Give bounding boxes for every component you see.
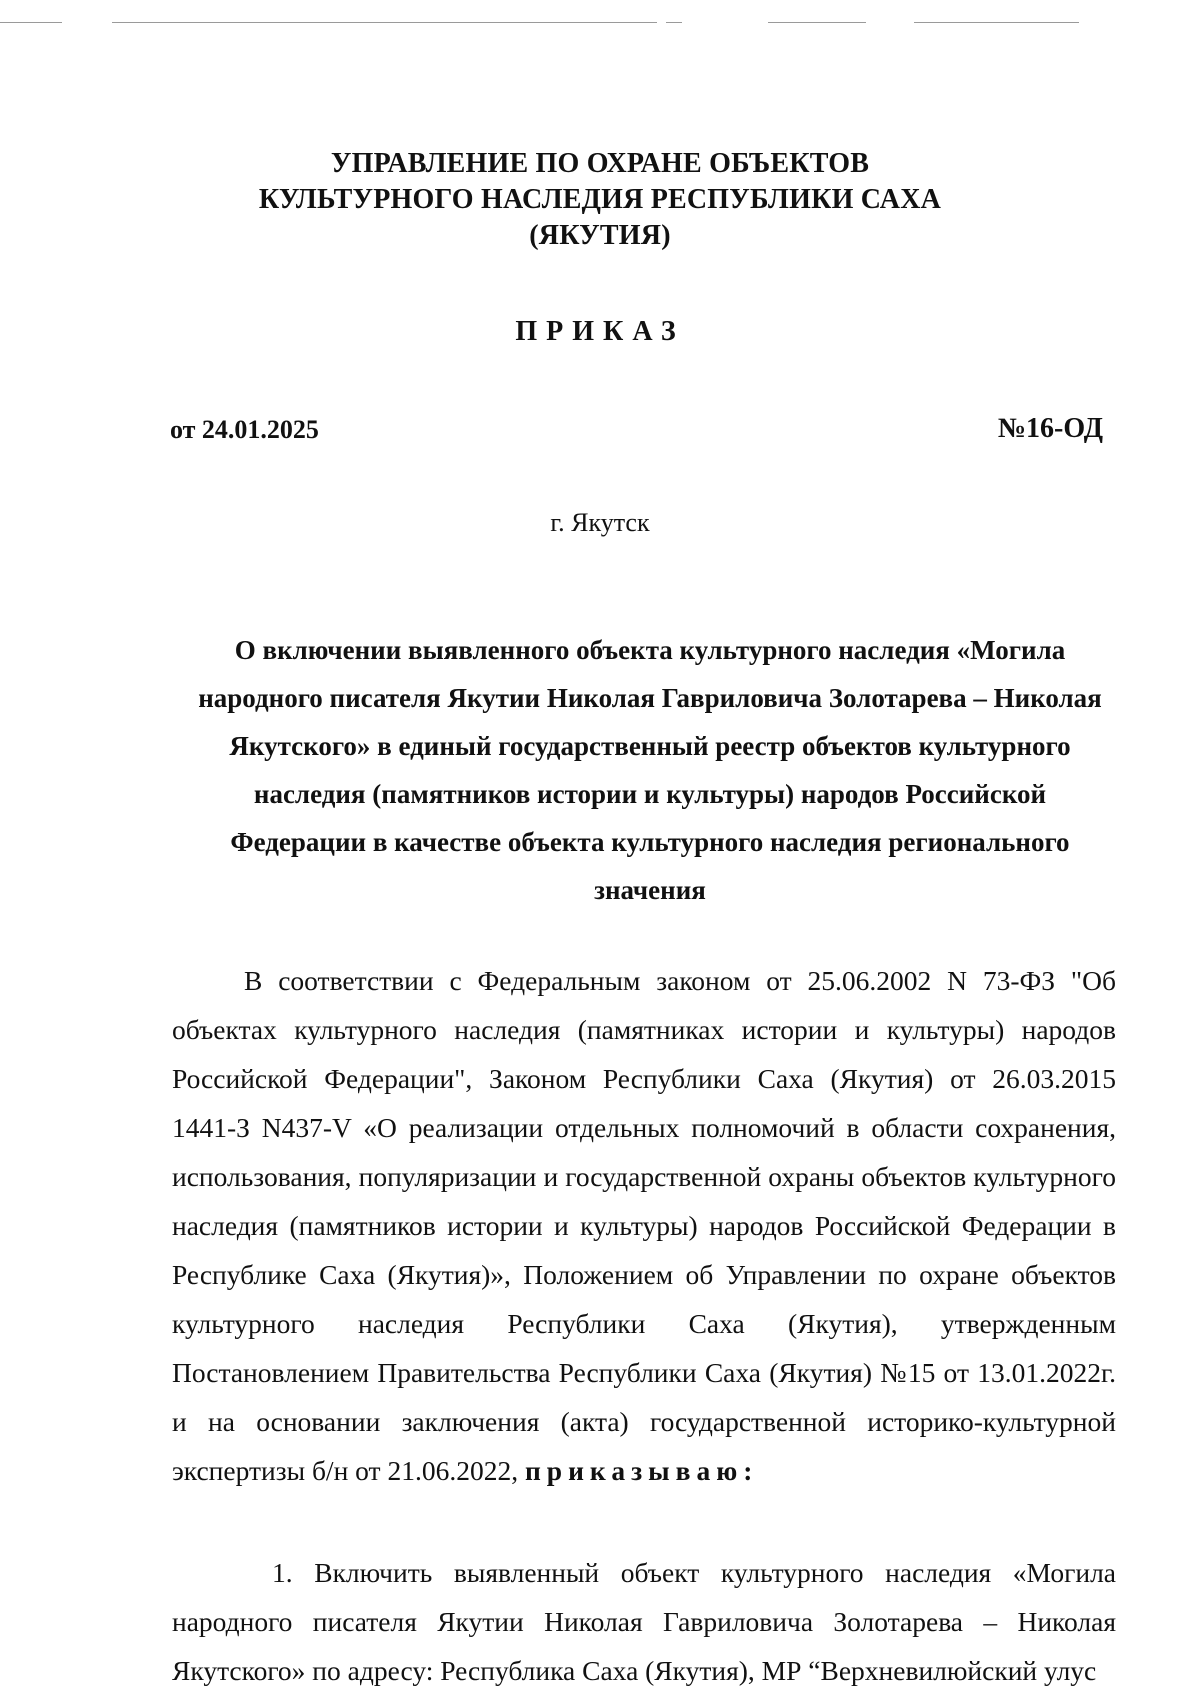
- order-word: приказываю:: [524, 1455, 759, 1486]
- document-date: от 24.01.2025: [170, 415, 319, 444]
- organization-title: УПРАВЛЕНИЕ ПО ОХРАНЕ ОБЪЕКТОВ КУЛЬТУРНОГО НАСЛЕДИЯ РЕСПУБЛИКИ САХА (ЯКУТИЯ): [258, 148, 942, 251]
- scan-artifact-line: [112, 22, 657, 23]
- scan-artifact-line: [914, 22, 1079, 23]
- scan-artifact-line: [768, 22, 866, 23]
- document-type-heading: ПРИКАЗ: [515, 316, 685, 347]
- document-number: №16-ОД: [997, 413, 1103, 444]
- order-item-1: 1. Включить выявленный объект культурного наследия «Могила народного писателя Якутии Николая Гавриловича Золотарева – Николая Якутского» по адресу: Республика Саха (Якутия), МР “Верхневилюйский улус: [172, 1557, 1116, 1686]
- scan-artifact-line: [666, 22, 682, 23]
- document-city: г. Якутск: [550, 508, 650, 537]
- order-subject: О включении выявленного объекта культурного наследия «Могила народного писателя Якутии Николая Гавриловича Золотарева – Николая Якутского» в единый государственный реестр объектов культурного наследия (памятников истории и культуры) народов Российской Федерации в качестве объекта культурного наследия регионального значения: [198, 635, 1102, 905]
- preamble-text: В соответствии с Федеральным законом от 25.06.2002 N 73-ФЗ "Об объектах культурного наследия (памятниках истории и культуры) народов Российской Федерации", Законом Республики Саха (Якутия) от 26.03.2015 1441-З N437-V «О реализации отдельных полномочий в области сохранения, использования, популяризации и государственной охраны объектов культурного наследия (памятников истории и культуры) народов Российской Федерации в Республике Саха (Якутия)», Положением об Управлении по охране объектов культурного наследия Республики Саха (Якутия), утвержденным Постановлением Правительства Республики Саха (Якутия) №15 от 13.01.2022г. и на основании заключения (акта) государственной историко-культурной экспертизы б/н от 21.06.2022,: [172, 965, 1116, 1486]
- preamble-paragraph: [172, 956, 1116, 1495]
- scan-artifact-line: [0, 22, 62, 23]
